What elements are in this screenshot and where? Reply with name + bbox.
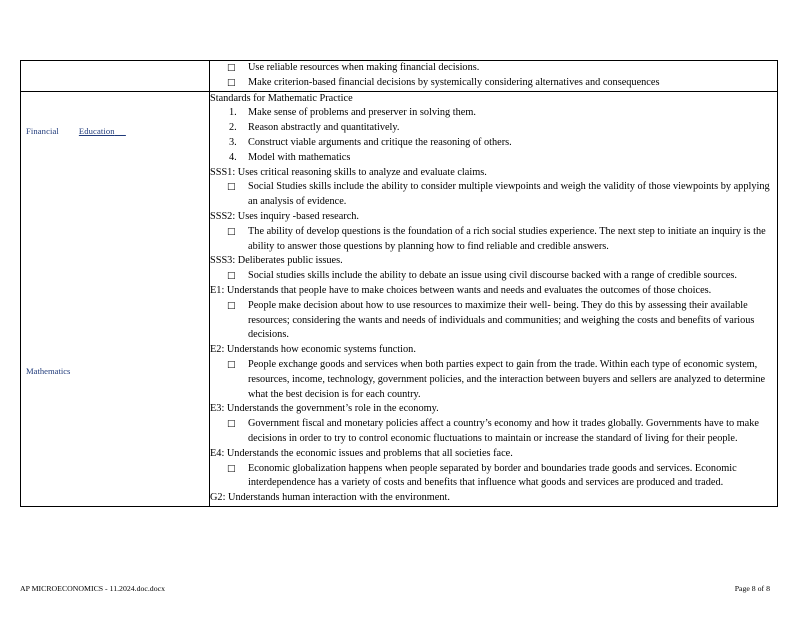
numbered-item: 4. Model with mathematics [229,151,351,163]
sss2-heading: SSS2: Uses inquiry -based research. [210,210,359,222]
g2-heading: G2: Understands human interaction with the environment. [210,492,450,504]
label-cell-empty [21,61,210,92]
sss3-heading: SSS3: Deliberates public issues. [210,255,343,267]
bullet-icon: □ [227,63,236,73]
footer-filename: AP MICROECONOMICS - 11.2024.doc.docx [20,584,165,593]
numbered-item: 1. Make sense of problems and preserver in solving them. [229,107,476,119]
curriculum-table [20,60,778,507]
e2-heading: E2: Understands how economic systems function. [210,344,416,356]
table-row [21,91,778,506]
bullet-item [210,61,777,76]
bullet-text: Government fiscal and monetary policies affect a country’s economy and how it trades globally. Governments have to make decisions in order to try to control economic fluctuations to maintain or increase the standard of living for their people. [248,418,759,444]
bullet-item [210,76,777,91]
mathematics-label: Mathematics [26,365,71,376]
e3-heading: E3: Understands the government’s role in the economy. [210,403,439,415]
e4-heading: E4: Understands the economic issues and problems that all societies face. [210,447,513,459]
bullet-text: Make criterion-based financial decisions by systemically considering alternatives and consequences [248,76,660,88]
footer-page-number: Page 8 of 8 [734,584,770,593]
bullet-text: Social Studies skills include the ability to consider multiple viewpoints and weigh the validity of those viewpoints by applying an analysis of evidence. [248,181,770,208]
content-cell-top [210,61,778,92]
table-row [21,61,778,92]
sss1-heading: SSS1: Uses critical reasoning skills to analyze and evaluate claims. [210,166,487,178]
numbered-item: 3. Construct viable arguments and critique the reasoning of others. [229,136,512,148]
bullet-item [210,269,777,284]
bullet-icon: □ [227,77,236,88]
smp-heading: Standards for Mathematic Practice [210,92,353,104]
financial-word: Financial [26,125,59,136]
bullet-item [210,417,777,447]
bullet-item [210,225,777,255]
numbered-item: 2. Reason abstractly and quantitatively. [229,122,400,134]
bullet-text: The ability of develop questions is the foundation of a rich social studies experience. The next step to initiate an inquiry is the ability to answer those questions by planning how to find reliable and credible answers. [248,225,766,252]
bullet-item [210,358,777,402]
bullet-icon: □ [227,359,236,370]
bullet-text: People exchange goods and services when both parties expect to gain from the trade. Within each type of economic system, resources, income, technology, government policies, and the interaction between buyers and sellers are analyzed to determine what the best decision is for each country. [248,358,766,400]
content-cell-main [210,91,778,506]
bullet-item [210,299,777,343]
bullet-icon: □ [227,226,236,237]
bullet-icon: □ [227,182,236,193]
bullet-item [210,180,777,210]
education-word: Education [78,125,115,136]
bullet-icon: □ [227,271,236,282]
bullet-text: People make decision about how to use resources to maximize their well- being. They do this by assessing their available resources; considering the wants and needs of individuals and communities; and weighing the costs and benefits of various decisions. [248,299,755,341]
e1-heading: E1: Understands that people have to make choices between wants and needs and evaluates the outcomes of those choices. [210,284,712,296]
bullet-text: Social studies skills include the ability to debate an issue using civil discourse backed with a range of credible sources. [248,270,737,282]
label-cell [21,91,210,506]
financial-education-label [26,126,126,136]
bullet-text: Economic globalization happens when people separated by border and boundaries trade goods and services. Economic interdependence has a variety of costs and benefits that influence what goods and services are produced and traded. [248,462,737,489]
bullet-icon: □ [227,463,236,474]
bullet-item [210,462,777,492]
bullet-text: Use reliable resources when making financial decisions. [248,62,480,73]
bullet-icon: □ [227,419,236,430]
bullet-icon: □ [227,300,236,311]
